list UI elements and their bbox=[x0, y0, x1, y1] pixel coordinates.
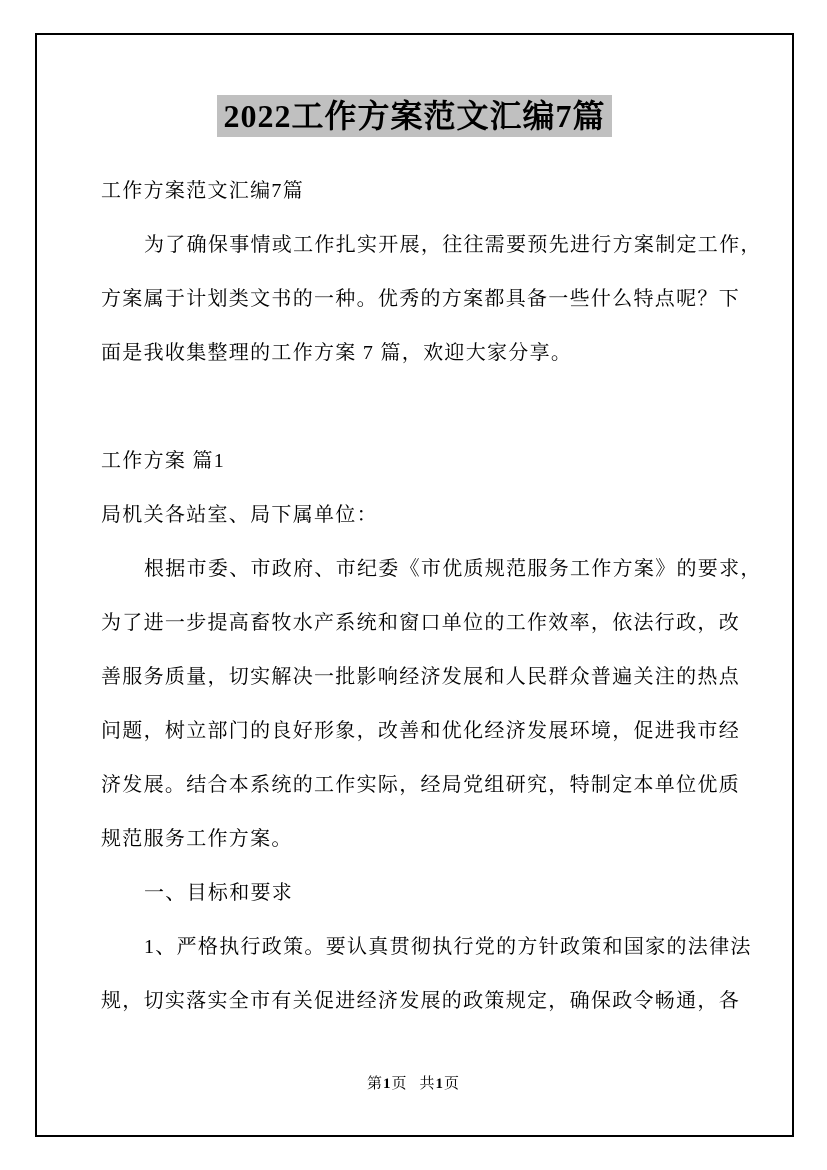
title-row bbox=[37, 95, 792, 139]
total-pages-number: 1 bbox=[435, 1076, 445, 1092]
text-line: 一、目标和要求 bbox=[144, 882, 294, 904]
text-line: 1、严格执行政策。要认真贯彻执行党的方针政策和国家的法律法 bbox=[144, 936, 752, 958]
text-line: 问题，树立部门的良好形象，改善和优化经济发展环境，促进我市经 bbox=[101, 720, 740, 742]
document-title: 2022工作方案范文汇编7篇 bbox=[217, 95, 611, 137]
text-line: 为了进一步提高畜牧水产系统和窗口单位的工作效率，依法行政，改 bbox=[101, 612, 740, 634]
text-line: 为了确保事情或工作扎实开展，往往需要预先进行方案制定工作， bbox=[144, 234, 762, 256]
text-line: 规范服务工作方案。 bbox=[101, 828, 293, 850]
page-footer bbox=[0, 1072, 827, 1093]
total-pages-indicator: 共1页 bbox=[419, 1076, 461, 1092]
current-page-indicator: 第1页 bbox=[366, 1076, 408, 1092]
text-line: 根据市委、市政府、市纪委《市优质规范服务工作方案》的要求， bbox=[144, 558, 762, 580]
text-line: 工作方案 篇1 bbox=[101, 450, 226, 472]
text-line: 善服务质量，切实解决一批影响经济发展和人民群众普遍关注的热点 bbox=[101, 666, 740, 688]
document-body bbox=[37, 164, 792, 1028]
page-border-frame bbox=[35, 33, 794, 1137]
text-line: 局机关各站室、局下属单位： bbox=[101, 504, 378, 526]
text-line bbox=[101, 380, 752, 434]
text-line: 方案属于计划类文书的一种。优秀的方案都具备一些什么特点呢？下 bbox=[101, 288, 740, 310]
text-line: 面是我收集整理的工作方案 7 篇，欢迎大家分享。 bbox=[101, 342, 573, 364]
text-line: 规，切实落实全市有关促进经济发展的政策规定，确保政令畅通，各 bbox=[101, 990, 740, 1012]
text-line: 济发展。结合本系统的工作实际，经局党组研究，特制定本单位优质 bbox=[101, 774, 740, 796]
text-line: 工作方案范文汇编7篇 bbox=[101, 180, 304, 202]
current-page-number: 1 bbox=[382, 1076, 392, 1092]
